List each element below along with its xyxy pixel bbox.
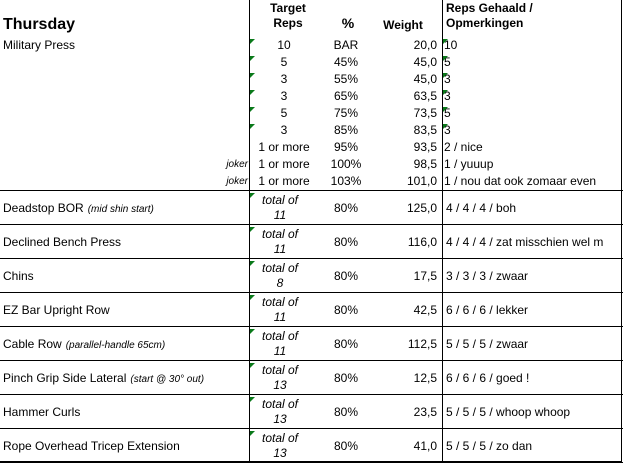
target-reps-cell[interactable]: 1 or more (258, 140, 310, 154)
header-notes-line2[interactable]: Opmerkingen (446, 16, 524, 30)
header-notes-line1[interactable]: Reps Gehaald / (446, 1, 533, 15)
reps-done-cell[interactable]: 4 / 4 / 4 / boh (446, 201, 517, 215)
target-reps-cell[interactable]: 5 (280, 55, 288, 69)
comment-indicator-icon[interactable] (250, 295, 255, 300)
reps-done-cell[interactable]: 1 / nou dat ook zomaar even (444, 174, 597, 188)
exercise-name-cell[interactable] (3, 405, 84, 421)
exercise-name: Pinch Grip Side Lateral (3, 371, 127, 385)
percent-cell[interactable]: 100% (330, 157, 362, 171)
percent-cell[interactable]: 85% (333, 123, 359, 137)
weight-cell[interactable]: 116,0 (407, 235, 437, 249)
comment-indicator-icon[interactable] (443, 39, 448, 44)
total-of-label[interactable]: total of (261, 363, 299, 377)
percent-cell[interactable]: 80% (333, 269, 359, 283)
exercise-name: Declined Bench Press (3, 235, 122, 249)
target-reps-cell[interactable]: 3 (280, 89, 288, 103)
row-divider (0, 428, 623, 429)
percent-cell[interactable]: 95% (333, 140, 359, 154)
comment-indicator-icon[interactable] (443, 107, 448, 112)
row-divider (0, 258, 623, 259)
exercise-note: (parallel-handle 65cm) (65, 340, 166, 351)
header-percent[interactable]: % (341, 15, 355, 31)
reps-done-cell[interactable]: 6 / 6 / 6 / lekker (446, 303, 529, 317)
comment-indicator-icon[interactable] (250, 261, 255, 266)
target-reps-cell[interactable]: 1 or more (258, 174, 310, 188)
reps-done-cell[interactable]: 3 / 3 / 3 / zwaar (446, 269, 529, 283)
comment-indicator-icon[interactable] (250, 363, 255, 368)
exercise-name-cell[interactable] (3, 371, 204, 387)
percent-cell[interactable]: BAR (333, 38, 359, 52)
exercise-note: (start @ 30° out) (130, 374, 205, 385)
weight-cell[interactable]: 83,5 (413, 123, 437, 137)
reps-done-cell[interactable]: 4 / 4 / 4 / zat misschien wel m (446, 235, 604, 249)
column-divider (249, 0, 250, 463)
reps-done-cell[interactable]: 3 (444, 72, 451, 86)
total-of-label[interactable]: total of (261, 397, 299, 411)
joker-label[interactable]: joker (226, 176, 248, 187)
total-count[interactable]: 11 (273, 344, 287, 358)
weight-cell[interactable]: 20,0 (413, 38, 437, 52)
target-reps-cell[interactable]: 3 (280, 123, 288, 137)
percent-cell[interactable]: 80% (333, 303, 359, 317)
exercise-name: Cable Row (3, 337, 62, 351)
exercise-note: (mid shin start) (87, 204, 154, 215)
weight-cell[interactable]: 93,5 (413, 140, 437, 154)
reps-done-cell[interactable]: 10 (444, 38, 458, 52)
row-divider (0, 326, 623, 327)
comment-indicator-icon[interactable] (250, 193, 255, 198)
reps-done-cell[interactable]: 2 / nice (444, 140, 483, 154)
comment-indicator-icon[interactable] (443, 124, 448, 129)
exercise-name-cell[interactable] (3, 439, 184, 455)
total-count[interactable]: 11 (273, 208, 287, 222)
percent-cell[interactable]: 80% (333, 371, 359, 385)
weight-cell[interactable]: 12,5 (413, 371, 437, 385)
header-target[interactable]: Target (270, 1, 306, 15)
total-count[interactable]: 11 (273, 310, 287, 324)
total-count[interactable]: 13 (273, 412, 287, 426)
exercise-name-cell[interactable] (3, 201, 154, 217)
exercise-name-military-press[interactable]: Military Press (3, 38, 76, 52)
reps-done-cell[interactable]: 1 / yuuup (444, 157, 494, 171)
comment-indicator-icon[interactable] (250, 56, 255, 61)
total-of-label[interactable]: total of (261, 261, 299, 275)
row-divider (0, 292, 623, 293)
percent-cell[interactable]: 65% (333, 89, 359, 103)
reps-done-cell[interactable]: 5 (444, 106, 451, 120)
comment-indicator-icon[interactable] (443, 90, 448, 95)
total-of-label[interactable]: total of (261, 295, 299, 309)
comment-indicator-icon[interactable] (250, 397, 255, 402)
total-of-label[interactable]: total of (261, 227, 299, 241)
percent-cell[interactable]: 80% (333, 439, 359, 453)
comment-indicator-icon[interactable] (250, 39, 255, 44)
percent-cell[interactable]: 80% (333, 235, 359, 249)
reps-done-cell[interactable]: 5 / 5 / 5 / zwaar (446, 337, 529, 351)
exercise-name: Rope Overhead Tricep Extension (3, 439, 180, 453)
total-count[interactable]: 11 (273, 242, 287, 256)
sheet-title[interactable]: Thursday (3, 16, 76, 33)
total-count[interactable]: 13 (273, 378, 287, 392)
header-reps[interactable]: Reps (273, 16, 303, 30)
total-count[interactable]: 13 (273, 446, 287, 460)
exercise-name-cell[interactable] (3, 235, 125, 251)
exercise-name: Chins (3, 269, 34, 283)
total-of-label[interactable]: total of (261, 329, 299, 343)
comment-indicator-icon[interactable] (443, 56, 448, 61)
percent-cell[interactable]: 55% (333, 72, 359, 86)
exercise-name: Hammer Curls (3, 405, 81, 419)
percent-cell[interactable]: 80% (333, 405, 359, 419)
reps-done-cell[interactable]: 5 (444, 55, 451, 69)
header-weight[interactable]: Weight (383, 18, 423, 32)
percent-cell[interactable]: 80% (333, 201, 359, 215)
comment-indicator-icon[interactable] (250, 90, 255, 95)
percent-cell[interactable]: 103% (330, 174, 362, 188)
comment-indicator-icon[interactable] (250, 73, 255, 78)
row-divider (0, 360, 623, 361)
reps-done-cell[interactable]: 3 (444, 123, 451, 137)
weight-cell[interactable]: 45,0 (413, 55, 437, 69)
percent-cell[interactable]: 75% (333, 106, 359, 120)
weight-cell[interactable]: 45,0 (413, 72, 437, 86)
comment-indicator-icon[interactable] (250, 227, 255, 232)
target-reps-cell[interactable]: 1 or more (258, 157, 310, 171)
row-divider (0, 394, 623, 395)
target-reps-cell[interactable]: 5 (280, 106, 288, 120)
total-of-label[interactable]: total of (261, 431, 299, 445)
column-divider (442, 0, 443, 463)
percent-cell[interactable]: 80% (333, 337, 359, 351)
weight-cell[interactable]: 101,0 (406, 174, 437, 188)
weight-cell[interactable]: 73,5 (413, 106, 437, 120)
reps-done-cell[interactable]: 6 / 6 / 6 / goed ! (446, 371, 530, 385)
exercise-name: EZ Bar Upright Row (3, 303, 110, 317)
weight-cell[interactable]: 63,5 (413, 89, 437, 103)
weight-cell[interactable]: 17,5 (413, 269, 437, 283)
comment-indicator-icon[interactable] (250, 431, 255, 436)
reps-done-cell[interactable]: 3 (444, 89, 451, 103)
exercise-name: Deadstop BOR (3, 201, 84, 215)
exercise-name-cell[interactable] (3, 337, 165, 353)
target-reps-cell[interactable]: 10 (277, 38, 291, 52)
total-count[interactable]: 8 (276, 276, 284, 290)
total-of-label[interactable]: total of (261, 193, 299, 207)
target-reps-cell[interactable]: 3 (280, 72, 288, 86)
row-divider (0, 190, 623, 191)
comment-indicator-icon[interactable] (250, 329, 255, 334)
reps-done-cell[interactable]: 5 / 5 / 5 / whoop whoop (446, 405, 571, 419)
weight-cell[interactable]: 42,5 (413, 303, 437, 317)
comment-indicator-icon[interactable] (443, 73, 448, 78)
weight-cell[interactable]: 23,5 (413, 405, 437, 419)
row-divider (0, 224, 623, 225)
weight-cell[interactable]: 125,0 (406, 201, 437, 215)
percent-cell[interactable]: 45% (333, 55, 359, 69)
weight-cell[interactable]: 41,0 (413, 439, 437, 453)
comment-indicator-icon[interactable] (250, 107, 255, 112)
exercise-name-cell[interactable] (3, 303, 114, 319)
weight-cell[interactable]: 112,5 (407, 337, 437, 351)
exercise-name-cell[interactable] (3, 269, 38, 285)
reps-done-cell[interactable]: 5 / 5 / 5 / zo dan (446, 439, 533, 453)
joker-label[interactable]: joker (226, 159, 248, 170)
weight-cell[interactable]: 98,5 (413, 157, 437, 171)
comment-indicator-icon[interactable] (250, 124, 255, 129)
